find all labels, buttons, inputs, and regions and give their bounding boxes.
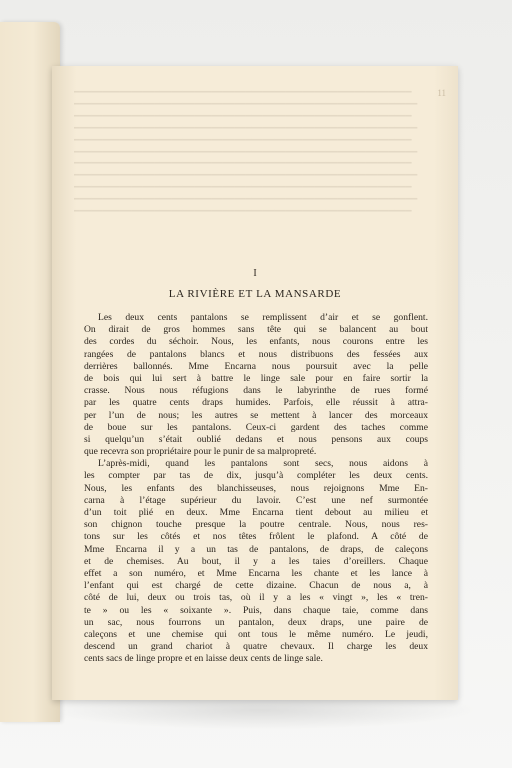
text-line: si quelqu’un s’était oublié dedans et nous pensons aux coups (84, 433, 428, 445)
text-line: carna à l’étage supérieur du lavoir. C’est une nef surmontée (84, 494, 428, 506)
book-page (52, 66, 458, 700)
text-line: de boue sur les pantalons. Ceux-ci gardent des taches comme (84, 421, 428, 433)
text-line: que recevra son propriétaire pour le punir de sa malpropreté. (84, 446, 317, 458)
text-line: caleçons et une chemise qui ont tous le même numéro. Le jeudi, (84, 628, 428, 640)
text-line: L’après-midi, quand les pantalons sont secs, nous aidons à (98, 458, 428, 470)
text-line: et de chemises. Au bout, il y a les taies d’oreillers. Chaque (84, 555, 428, 567)
text-line: On dirait de gros hommes sans tête qui se balancent au bout (84, 324, 428, 336)
chapter-number: I (253, 268, 257, 279)
text-line: un sac, nous fourrons un pantalon, deux draps, une paire de (84, 616, 428, 628)
text-line: per l’un de nous; les autres se mettent à lancer des morceaux (84, 409, 428, 421)
text-line: Mme Encarna il y a un tas de pantalons, de draps, de caleçons (84, 543, 428, 555)
text-line: te » ou les « soixante ». Puis, dans chaque taie, comme dans (84, 604, 428, 616)
bleed-through-text: ━━━━━━━━━━━━━━━━━━━━━━━━━━━━━━━━━━━━━━━━━━━━━━━━━━━━━━━━━━━ ━━━━━━━━━━━━━━━━━━━━━━━━━━━━━━━━━━━━━━━━━━━━━━━━━━━━━━━━━━━━ ━━━━━━━━━━━━━━━━━━━━━━━━━━━━━━━━━━━━━━━━━━━━━━━━━━━━━━━━━━━ ━━━━━━━━━━━━━━━━━━━━━━━━━━━━━━━━━━━━━━━━━━━━━━━━━━━━━━━━━━━━ ━━━━━━━━━━━━━━━━━━━━━━━━━━━━━━━━━━━━━━━━━━━━━━━━━━━━━━━━━━━ ━━━━━━━━━━━━━━━━━━━━━━━━━━━━━━━━━━━━━━━━━━━━━━━━━━━━━━━━━━━━ ━━━━━━━━━━━━━━━━━━━━━━━━━━━━━━━━━━━━━━━━━━━━━━━━━━━━━━━━━━━ ━━━━━━━━━━━━━━━━━━━━━━━━━━━━━━━━━━━━━━━━━━━━━━━━━━━━━━━━━━━━ ━━━━━━━━━━━━━━━━━━━━━━━━━━━━━━━━━━━━━━━━━━━━━━━━━━━━━━━━━━━ ━━━━━━━━━━━━━━━━━━━━━━━━━━━━━━━━━━━━━━━━━━━━━━━━━━━━━━━━━━━━ ━━━━━━━━━━━━━━━━━━━━━━━━━━━━━━━━━━━━━━━━━━━━━━━━━━━━━━━━━━━ (74, 88, 418, 218)
text-line: cents sacs de linge propre et en laisse deux cents de linge sale. (84, 653, 323, 665)
text-line: les compter par tas de dix, jusqu’à compléter les deux cents. (84, 470, 428, 482)
text-line: des cordes du séchoir. Nous, les enfants, nous courons entre les (84, 336, 428, 348)
text-line: descend un grand chariot à quatre chevaux. Il charge les deux (84, 641, 428, 653)
page-number-bleed: 11 (437, 88, 446, 98)
text-line: d’un toit plié en deux. Mme Encarna tient debout au milieu et (84, 507, 428, 518)
text-line: derrières ballonnés. Mme Encarna nous poursuit avec la pelle (84, 360, 428, 372)
text-line: de bois qui lui sert à battre le linge sale pour en faire sortir la (84, 372, 428, 384)
left-page-edge (0, 22, 60, 722)
text-line: effet a son numéro, et Mme Encarna les chante et les lance à (84, 567, 428, 579)
chapter-body (84, 312, 428, 665)
text-line: rangées de pantalons blancs et nous distribuons des fessées aux (84, 348, 428, 360)
text-line: par les quatre cents draps humides. Parfois, elle réussit à attra- (84, 397, 428, 409)
text-line: son chignon touche presque la poutre centrale. Nous, nous res- (84, 519, 428, 531)
text-line: tons sur les côtés et nos têtes frôlent le plafond. A côté de (84, 531, 428, 543)
text-line: Nous, les enfants des blanchisseuses, nous rejoignons Mme En- (84, 482, 428, 494)
text-line: l’enfant qui est chargé de cette dizaine. Chacun de nous a, à (84, 580, 428, 592)
text-line: côté de lui, deux ou trois tas, où il y a les « vingt », les « tren- (84, 592, 428, 604)
text-line: Les deux cents pantalons se remplissent d’air et se gonflent. (98, 312, 428, 323)
text-line: crasse. Nous nous réfugions dans le labyrinthe de rues formé (84, 385, 428, 397)
chapter-title: LA RIVIÈRE ET LA MANSARDE (168, 288, 342, 300)
